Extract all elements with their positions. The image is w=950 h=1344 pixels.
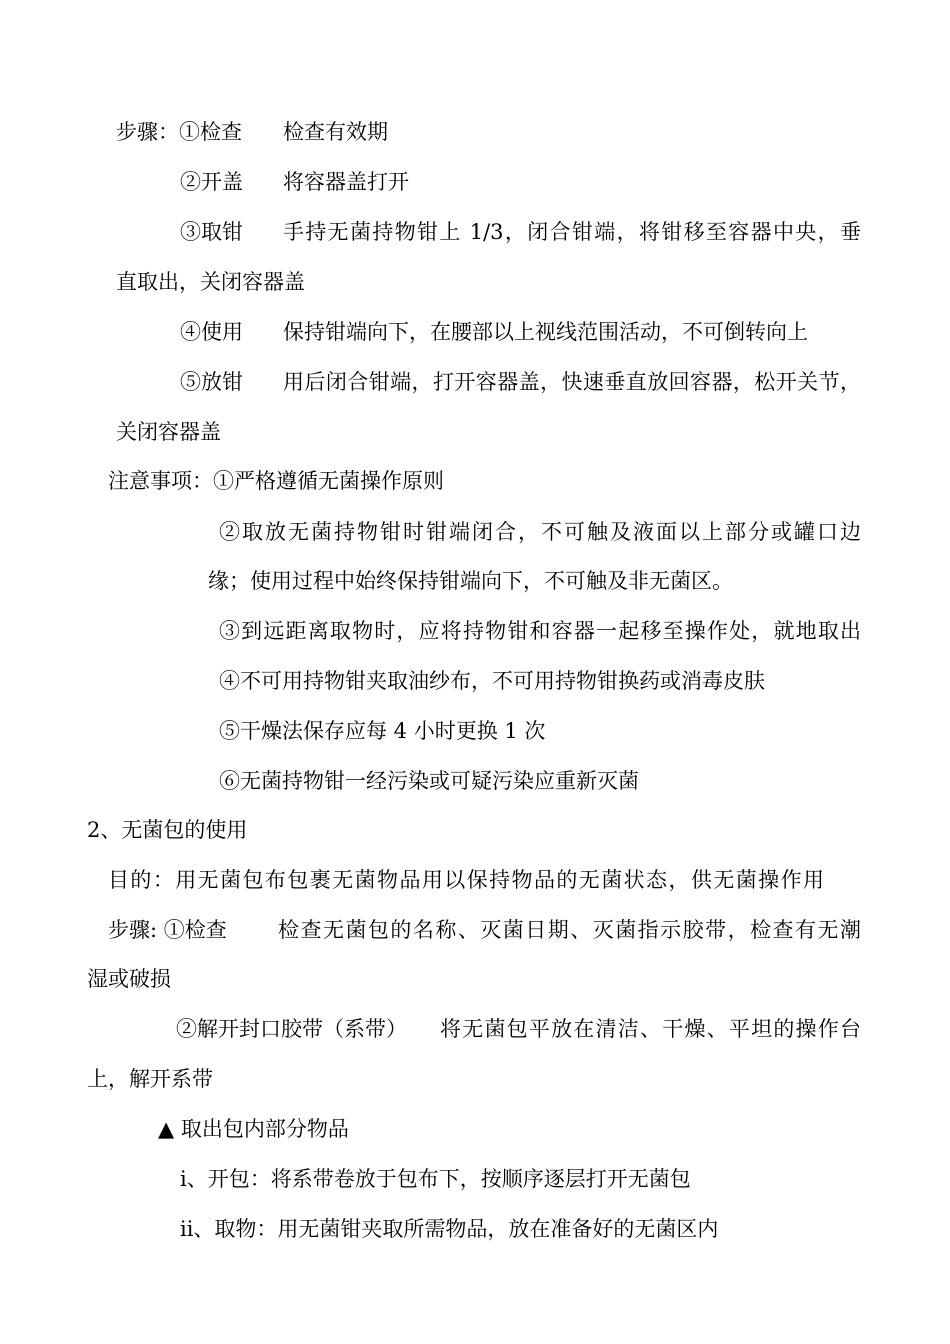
forceps-step3-continuation: 直取出，关闭容器盖 <box>116 270 305 294</box>
package-triangle-item: ▲ 取出包内部分物品 <box>158 1117 349 1141</box>
forceps-step3-label: ③取钳 <box>180 220 243 244</box>
package-step2-desc: 将无菌包平放在清洁、干燥、平坦的操作台 <box>440 1017 861 1041</box>
package-step2-continuation: 上，解开系带 <box>87 1067 213 1091</box>
package-step1-continuation: 湿或破损 <box>87 967 171 991</box>
package-steps-title: 步骤: ①检查 <box>108 918 227 942</box>
forceps-steps-title: 步骤：①检查 <box>116 120 242 144</box>
package-step1-desc: 检查无菌包的名称、灭菌日期、灭菌指示胶带，检查有无潮 <box>278 918 861 942</box>
forceps-note-4: ④不可用持物钳夹取油纱布，不可用持物钳换药或消毒皮肤 <box>219 669 765 693</box>
package-purpose: 目的：用无菌包布包裹无菌物品用以保持物品的无菌状态，供无菌操作用 <box>108 868 824 892</box>
package-subitem-i: ⅰ、开包：将系带卷放于包布下，按顺序逐层打开无菌包 <box>180 1167 691 1191</box>
forceps-step1-desc: 检查有效期 <box>283 120 388 144</box>
forceps-step4-label: ④使用 <box>180 320 243 344</box>
forceps-step2-desc: 将容器盖打开 <box>283 170 409 194</box>
forceps-notes-title: 注意事项：①严格遵循无菌操作原则 <box>108 469 444 493</box>
forceps-note-2-continuation: 缘；使用过程中始终保持钳端向下，不可触及非无菌区。 <box>208 569 733 593</box>
forceps-note-2: ②取放无菌持物钳时钳端闭合，不可触及液面以上部分或罐口边 <box>219 520 861 544</box>
package-subitem-ii: ⅱ、取物：用无菌钳夹取所需物品，放在准备好的无菌区内 <box>180 1217 719 1241</box>
forceps-step5-desc: 用后闭合钳端，打开容器盖，快速垂直放回容器，松开关节， <box>283 370 861 394</box>
forceps-step5-label: ⑤放钳 <box>180 370 243 394</box>
forceps-note-5: ⑤干燥法保存应每 4 小时更换 1 次 <box>219 719 546 743</box>
forceps-note-3: ③到远距离取物时，应将持物钳和容器一起移至操作处，就地取出 <box>219 619 861 643</box>
forceps-step2-label: ②开盖 <box>180 170 243 194</box>
forceps-step3-desc: 手持无菌持物钳上 1/3，闭合钳端，将钳移至容器中央，垂 <box>283 220 861 244</box>
forceps-step5-continuation: 关闭容器盖 <box>116 420 221 444</box>
package-step2-label: ②解开封口胶带（系带） <box>176 1017 407 1041</box>
package-heading: 2、无菌包的使用 <box>87 818 248 842</box>
forceps-step4-desc: 保持钳端向下，在腰部以上视线范围活动，不可倒转向上 <box>283 320 808 344</box>
forceps-note-6: ⑥无菌持物钳一经污染或可疑污染应重新灭菌 <box>219 769 639 793</box>
